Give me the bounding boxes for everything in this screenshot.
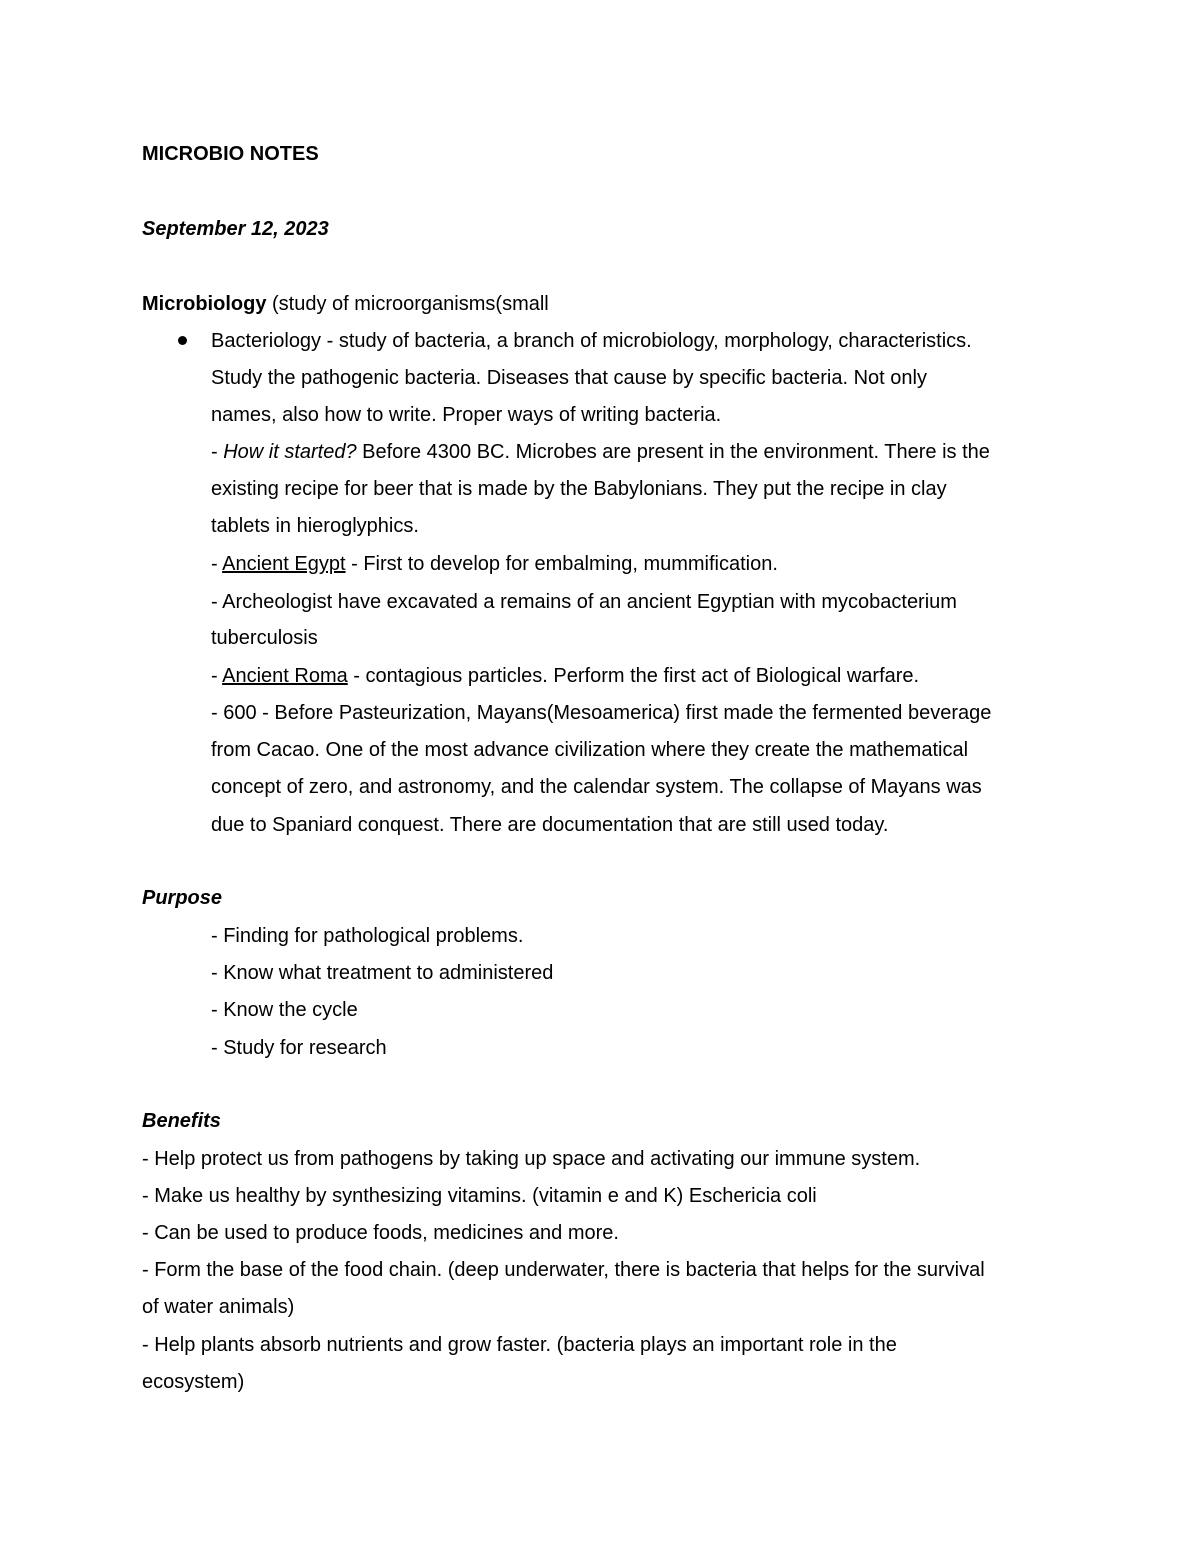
purpose-item: - Study for research xyxy=(211,1037,387,1059)
microbiology-def: (study of microorganisms(small xyxy=(266,293,549,315)
bullet-line-12: from Cacao. One of the most advance civilization where they create the mathematical xyxy=(211,739,969,761)
bullet-line-7-rest: - First to develop for embalming, mummification. xyxy=(345,553,778,575)
benefits-line: - Help plants absorb nutrients and grow faster. (bacteria plays an important role in the xyxy=(142,1334,897,1356)
bullet-line-14: due to Spaniard conquest. There are documentation that are still used today. xyxy=(211,814,889,836)
benefits-line: ecosystem) xyxy=(142,1371,245,1393)
date-heading: September 12, 2023 xyxy=(142,218,329,240)
bullet-line-4-rest: Before 4300 BC. Microbes are present in the environment. There is the xyxy=(356,441,990,463)
bullet-line-4 xyxy=(211,440,990,464)
bullet-line-8: - Archeologist have excavated a remains of an ancient Egyptian with mycobacterium xyxy=(211,591,957,613)
ancient-egypt: Ancient Egypt xyxy=(222,553,346,575)
bullet-line-2: Study the pathogenic bacteria. Diseases that cause by specific bacteria. Not only xyxy=(211,367,927,389)
dash: - xyxy=(211,553,223,575)
ancient-roma: Ancient Roma xyxy=(222,665,348,687)
bullet-line-11: - 600 - Before Pasteurization, Mayans(Mesoamerica) first made the fermented beverage xyxy=(211,702,992,724)
purpose-item: - Finding for pathological problems. xyxy=(211,925,524,947)
document-title: MICROBIO NOTES xyxy=(142,143,319,165)
bullet-line-3: names, also how to write. Proper ways of writing bacteria. xyxy=(211,404,722,426)
bullet-line-10 xyxy=(211,664,919,688)
bullet-dot-icon xyxy=(178,336,187,345)
dash: - xyxy=(211,441,224,463)
bullet-line-1: Bacteriology - study of bacteria, a branch of microbiology, morphology, characteristics. xyxy=(211,330,972,352)
bullet-line-10-rest: - contagious particles. Perform the first act of Biological warfare. xyxy=(347,665,920,687)
bullet-line-6: tablets in hieroglyphics. xyxy=(211,515,419,537)
benefits-line: of water animals) xyxy=(142,1296,295,1318)
benefits-line: - Can be used to produce foods, medicines and more. xyxy=(142,1222,619,1244)
microbiology-definition xyxy=(142,292,549,316)
benefits-line: - Make us healthy by synthesizing vitamins. (vitamin e and K) Eschericia coli xyxy=(142,1185,817,1207)
bullet-line-7 xyxy=(211,552,778,576)
purpose-heading: Purpose xyxy=(142,887,223,909)
benefits-line: - Help protect us from pathogens by taking up space and activating our immune system. xyxy=(142,1148,921,1170)
benefits-line: - Form the base of the food chain. (deep underwater, there is bacteria that helps for the survival xyxy=(142,1259,985,1281)
bullet-line-13: concept of zero, and astronomy, and the calendar system. The collapse of Mayans was xyxy=(211,776,982,798)
dash: - xyxy=(211,665,223,687)
purpose-item: - Know what treatment to administered xyxy=(211,962,554,984)
bullet-line-9: tuberculosis xyxy=(211,627,318,649)
how-it-started: How it started? xyxy=(223,441,357,463)
benefits-heading: Benefits xyxy=(142,1110,221,1132)
purpose-item: - Know the cycle xyxy=(211,999,358,1021)
bullet-line-5: existing recipe for beer that is made by the Babylonians. They put the recipe in clay xyxy=(211,478,947,500)
microbiology-term: Microbiology xyxy=(142,293,267,315)
